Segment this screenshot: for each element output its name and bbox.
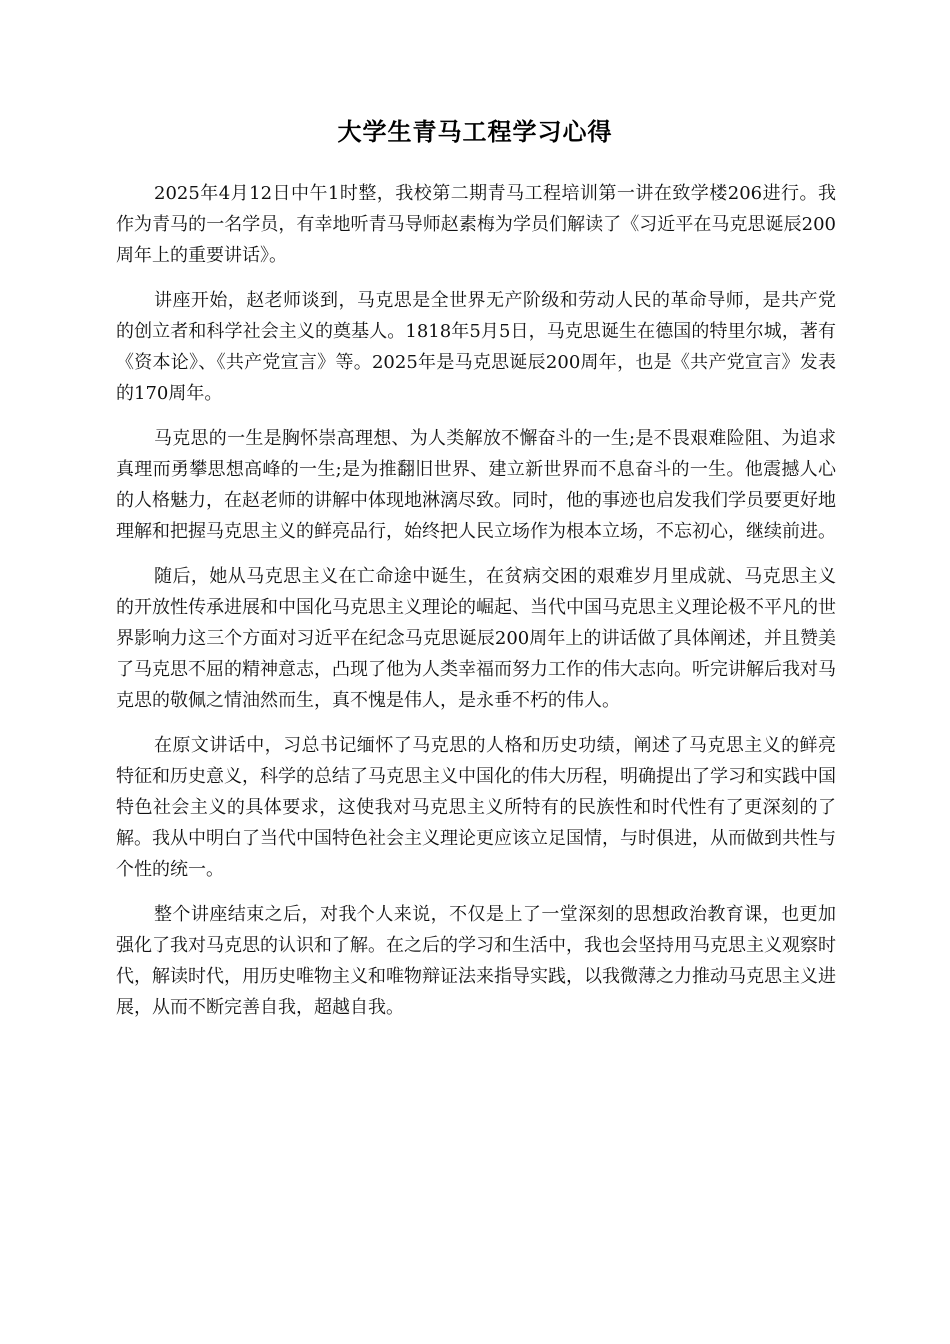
- paragraph-3: 马克思的一生是胸怀崇高理想、为人类解放不懈奋斗的一生;是不畏艰难险阻、为追求真理而勇攀思想高峰的一生;是为推翻旧世界、建立新世界而不息奋斗的一生。他震撼人心的人格魅力，在赵老师的讲解中体现地淋漓尽致。同时，他的事迹也启发我们学员要更好地理解和把握马克思主义的鲜亮品行，始终把人民立场作为根本立场，不忘初心，继续前进。: [116, 428, 836, 542]
- document-body: [116, 178, 836, 1037]
- paragraph-2: 讲座开始，赵老师谈到，马克思是全世界无产阶级和劳动人民的革命导师，是共产党的创立者和科学社会主义的奠基人。1818年5月5日，马克思诞生在德国的特里尔城，著有《资本论》、《共产党宣言》等。2025年是马克思诞辰200周年，也是《共产党宣言》发表的170周年。: [116, 290, 836, 404]
- paragraph-6: 整个讲座结束之后，对我个人来说，不仅是上了一堂深刻的思想政治教育课，也更加强化了我对马克思的认识和了解。在之后的学习和生活中，我也会坚持用马克思主义观察时代，解读时代，用历史唯物主义和唯物辩证法来指导实践，以我微薄之力推动马克思主义进展，从而不断完善自我，超越自我。: [116, 904, 836, 1018]
- paragraph-1: 2025年4月12日中午1时整，我校第二期青马工程培训第一讲在致学楼206进行。我作为青马的一名学员，有幸地听青马导师赵素梅为学员们解读了《习近平在马克思诞辰200周年上的重要讲话》。: [116, 183, 836, 266]
- document-title: 大学生青马工程学习心得: [337, 118, 613, 146]
- paragraph-4: 随后，她从马克思主义在亡命途中诞生，在贫病交困的艰难岁月里成就、马克思主义的开放性传承进展和中国化马克思主义理论的崛起、当代中国马克思主义理论极不平凡的世界影响力这三个方面对习近平在纪念马克思诞辰200周年上的讲话做了具体阐述，并且赞美了马克思不屈的精神意志，凸现了他为人类幸福而努力工作的伟大志向。听完讲解后我对马克思的敬佩之情油然而生，真不愧是伟人，是永垂不朽的伟人。: [116, 566, 836, 711]
- paragraph-5: 在原文讲话中，习总书记缅怀了马克思的人格和历史功绩，阐述了马克思主义的鲜亮特征和历史意义，科学的总结了马克思主义中国化的伟大历程，明确提出了学习和实践中国特色社会主义的具体要求，这使我对马克思主义所特有的民族性和时代性有了更深刻的了解。我从中明白了当代中国特色社会主义理论更应该立足国情，与时俱进，从而做到共性与个性的统一。: [116, 735, 836, 880]
